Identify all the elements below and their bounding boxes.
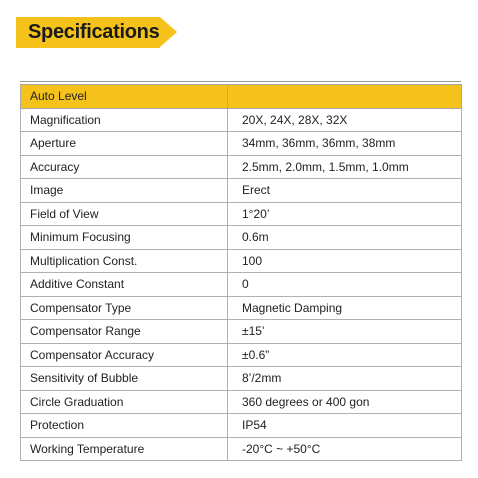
spec-label: Compensator Type bbox=[21, 296, 228, 320]
spec-value: 1°20’ bbox=[228, 202, 462, 226]
page-title: Specifications bbox=[28, 21, 160, 43]
spec-value: 20X, 24X, 28X, 32X bbox=[228, 108, 462, 132]
spec-label: Protection bbox=[21, 414, 228, 438]
table-row bbox=[21, 296, 462, 320]
divider bbox=[20, 81, 461, 82]
title-banner-body bbox=[16, 17, 160, 48]
table-row bbox=[21, 202, 462, 226]
spec-value: ±0.6” bbox=[228, 343, 462, 367]
spec-value: 2.5mm, 2.0mm, 1.5mm, 1.0mm bbox=[228, 155, 462, 179]
table-row bbox=[21, 390, 462, 414]
table-row bbox=[21, 179, 462, 203]
title-banner bbox=[16, 17, 177, 48]
table-row bbox=[21, 132, 462, 156]
table-row bbox=[21, 437, 462, 461]
spec-label: Sensitivity of Bubble bbox=[21, 367, 228, 391]
table-row bbox=[21, 343, 462, 367]
spec-value: 0.6m bbox=[228, 226, 462, 250]
spec-label: Minimum Focusing bbox=[21, 226, 228, 250]
spec-label: Aperture bbox=[21, 132, 228, 156]
table-row bbox=[21, 226, 462, 250]
spec-value: IP54 bbox=[228, 414, 462, 438]
spec-label: Additive Constant bbox=[21, 273, 228, 297]
table-row bbox=[21, 414, 462, 438]
spec-value: Erect bbox=[228, 179, 462, 203]
table-header-label: Auto Level bbox=[21, 85, 228, 109]
spec-label: Compensator Range bbox=[21, 320, 228, 344]
table-header-row bbox=[21, 85, 462, 109]
spec-table bbox=[20, 84, 462, 461]
table-row bbox=[21, 320, 462, 344]
spec-label: Magnification bbox=[21, 108, 228, 132]
spec-label: Field of View bbox=[21, 202, 228, 226]
banner-arrow-icon bbox=[160, 17, 177, 47]
spec-value: 0 bbox=[228, 273, 462, 297]
spec-value: 360 degrees or 400 gon bbox=[228, 390, 462, 414]
spec-label: Accuracy bbox=[21, 155, 228, 179]
table-row bbox=[21, 155, 462, 179]
spec-value: 34mm, 36mm, 36mm, 38mm bbox=[228, 132, 462, 156]
table-row bbox=[21, 108, 462, 132]
table-row bbox=[21, 273, 462, 297]
spec-value: Magnetic Damping bbox=[228, 296, 462, 320]
spec-value: -20°C ~ +50°C bbox=[228, 437, 462, 461]
spec-value: 8’/2mm bbox=[228, 367, 462, 391]
spec-value: 100 bbox=[228, 249, 462, 273]
spec-label: Image bbox=[21, 179, 228, 203]
spec-value: ±15’ bbox=[228, 320, 462, 344]
spec-label: Multiplication Const. bbox=[21, 249, 228, 273]
spec-label: Circle Graduation bbox=[21, 390, 228, 414]
table-row bbox=[21, 367, 462, 391]
spec-label: Compensator Accuracy bbox=[21, 343, 228, 367]
table-header-blank bbox=[228, 85, 462, 109]
spec-label: Working Temperature bbox=[21, 437, 228, 461]
table-row bbox=[21, 249, 462, 273]
